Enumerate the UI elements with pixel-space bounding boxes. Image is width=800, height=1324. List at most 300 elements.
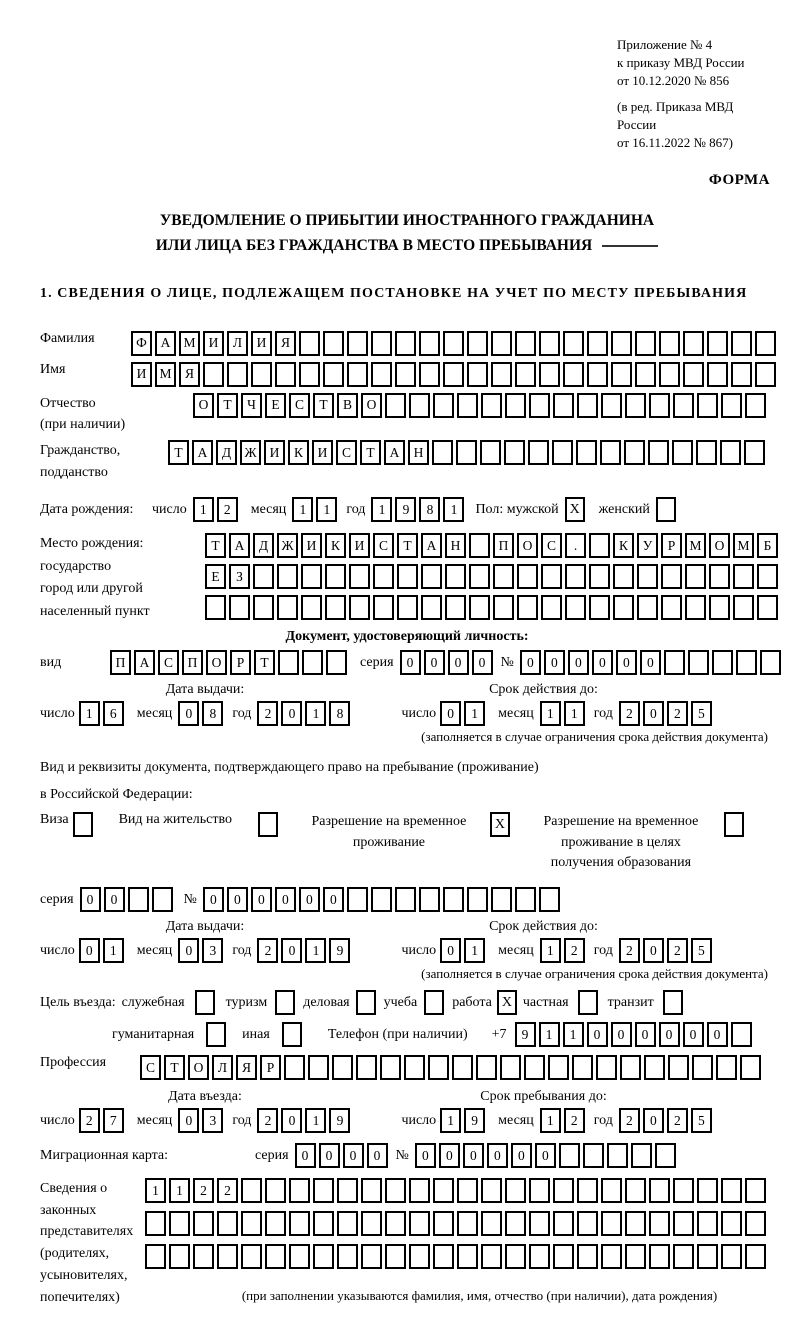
- char-cell[interactable]: [607, 1143, 628, 1168]
- char-cell[interactable]: 2: [79, 1108, 100, 1133]
- char-cell[interactable]: [457, 393, 478, 418]
- char-cell[interactable]: [709, 595, 730, 620]
- char-cell[interactable]: 0: [281, 938, 302, 963]
- char-cell[interactable]: [685, 564, 706, 589]
- char-cell[interactable]: [716, 1055, 737, 1080]
- char-cell[interactable]: [601, 393, 622, 418]
- char-cell[interactable]: [302, 650, 323, 675]
- char-cell[interactable]: [356, 1055, 377, 1080]
- char-cell[interactable]: [456, 440, 477, 465]
- char-cell[interactable]: [649, 1244, 670, 1269]
- char-cell[interactable]: 2: [217, 1178, 238, 1203]
- char-cell[interactable]: 0: [487, 1143, 508, 1168]
- char-cell[interactable]: 9: [464, 1108, 485, 1133]
- char-cell[interactable]: [664, 650, 685, 675]
- char-cell[interactable]: 0: [80, 887, 101, 912]
- char-cell[interactable]: [217, 1244, 238, 1269]
- char-cell[interactable]: [649, 1178, 670, 1203]
- char-cell[interactable]: [577, 1211, 598, 1236]
- char-cell[interactable]: [443, 887, 464, 912]
- char-cell[interactable]: [371, 887, 392, 912]
- char-cell[interactable]: [721, 1178, 742, 1203]
- purpose-business-checkbox[interactable]: [356, 990, 376, 1015]
- char-cell[interactable]: [217, 1211, 238, 1236]
- char-cell[interactable]: [395, 887, 416, 912]
- char-cell[interactable]: А: [421, 533, 442, 558]
- char-cell[interactable]: 1: [443, 497, 464, 522]
- char-cell[interactable]: 7: [103, 1108, 124, 1133]
- char-cell[interactable]: [493, 564, 514, 589]
- char-cell[interactable]: [707, 331, 728, 356]
- purpose-official-checkbox[interactable]: [195, 990, 215, 1015]
- char-cell[interactable]: 8: [419, 497, 440, 522]
- char-cell[interactable]: [308, 1055, 329, 1080]
- char-cell[interactable]: [673, 1178, 694, 1203]
- char-cell[interactable]: 2: [667, 701, 688, 726]
- char-cell[interactable]: Т: [254, 650, 275, 675]
- char-cell[interactable]: [428, 1055, 449, 1080]
- char-cell[interactable]: 0: [424, 650, 445, 675]
- char-cell[interactable]: [548, 1055, 569, 1080]
- char-cell[interactable]: 1: [540, 938, 561, 963]
- char-cell[interactable]: 0: [472, 650, 493, 675]
- char-cell[interactable]: 0: [643, 938, 664, 963]
- char-cell[interactable]: 1: [539, 1022, 560, 1047]
- char-cell[interactable]: [692, 1055, 713, 1080]
- char-cell[interactable]: Т: [397, 533, 418, 558]
- char-cell[interactable]: 0: [295, 1143, 316, 1168]
- char-cell[interactable]: [649, 1211, 670, 1236]
- char-cell[interactable]: [553, 1178, 574, 1203]
- char-cell[interactable]: [301, 564, 322, 589]
- char-cell[interactable]: [152, 887, 173, 912]
- char-cell[interactable]: [313, 1211, 334, 1236]
- char-cell[interactable]: [419, 887, 440, 912]
- char-cell[interactable]: [443, 362, 464, 387]
- char-cell[interactable]: [731, 362, 752, 387]
- char-cell[interactable]: [421, 595, 442, 620]
- char-cell[interactable]: [505, 393, 526, 418]
- char-cell[interactable]: Р: [230, 650, 251, 675]
- char-cell[interactable]: 0: [683, 1022, 704, 1047]
- char-cell[interactable]: [145, 1244, 166, 1269]
- char-cell[interactable]: [371, 362, 392, 387]
- char-cell[interactable]: [733, 564, 754, 589]
- purpose-other-checkbox[interactable]: [282, 1022, 302, 1047]
- char-cell[interactable]: Н: [445, 533, 466, 558]
- char-cell[interactable]: 8: [202, 701, 223, 726]
- char-cell[interactable]: 9: [395, 497, 416, 522]
- char-cell[interactable]: [707, 362, 728, 387]
- char-cell[interactable]: [241, 1244, 262, 1269]
- char-cell[interactable]: В: [337, 393, 358, 418]
- char-cell[interactable]: [289, 1211, 310, 1236]
- char-cell[interactable]: 0: [79, 938, 100, 963]
- char-cell[interactable]: [347, 362, 368, 387]
- char-cell[interactable]: [517, 564, 538, 589]
- char-cell[interactable]: [476, 1055, 497, 1080]
- char-cell[interactable]: 0: [587, 1022, 608, 1047]
- char-cell[interactable]: [325, 595, 346, 620]
- char-cell[interactable]: [553, 1211, 574, 1236]
- char-cell[interactable]: [673, 1244, 694, 1269]
- char-cell[interactable]: Т: [205, 533, 226, 558]
- char-cell[interactable]: 1: [564, 701, 585, 726]
- char-cell[interactable]: 1: [305, 701, 326, 726]
- char-cell[interactable]: 1: [169, 1178, 190, 1203]
- char-cell[interactable]: [301, 595, 322, 620]
- char-cell[interactable]: Т: [168, 440, 189, 465]
- char-cell[interactable]: 0: [643, 1108, 664, 1133]
- char-cell[interactable]: [697, 1211, 718, 1236]
- char-cell[interactable]: [635, 362, 656, 387]
- char-cell[interactable]: 2: [619, 938, 640, 963]
- char-cell[interactable]: [755, 362, 776, 387]
- char-cell[interactable]: П: [493, 533, 514, 558]
- char-cell[interactable]: Л: [212, 1055, 233, 1080]
- char-cell[interactable]: [395, 331, 416, 356]
- char-cell[interactable]: [648, 440, 669, 465]
- char-cell[interactable]: [253, 564, 274, 589]
- char-cell[interactable]: [624, 440, 645, 465]
- char-cell[interactable]: 0: [367, 1143, 388, 1168]
- char-cell[interactable]: [419, 362, 440, 387]
- purpose-humanitarian-checkbox[interactable]: [206, 1022, 226, 1047]
- char-cell[interactable]: [505, 1178, 526, 1203]
- male-checkbox[interactable]: X: [565, 497, 585, 522]
- char-cell[interactable]: [649, 393, 670, 418]
- char-cell[interactable]: П: [182, 650, 203, 675]
- char-cell[interactable]: 9: [329, 938, 350, 963]
- char-cell[interactable]: 0: [251, 887, 272, 912]
- char-cell[interactable]: [397, 564, 418, 589]
- char-cell[interactable]: [332, 1055, 353, 1080]
- char-cell[interactable]: 0: [511, 1143, 532, 1168]
- char-cell[interactable]: [565, 595, 586, 620]
- char-cell[interactable]: [467, 362, 488, 387]
- char-cell[interactable]: [613, 595, 634, 620]
- char-cell[interactable]: С: [158, 650, 179, 675]
- char-cell[interactable]: 0: [203, 887, 224, 912]
- char-cell[interactable]: 1: [316, 497, 337, 522]
- char-cell[interactable]: З: [229, 564, 250, 589]
- char-cell[interactable]: 0: [178, 1108, 199, 1133]
- char-cell[interactable]: [553, 393, 574, 418]
- char-cell[interactable]: [563, 362, 584, 387]
- char-cell[interactable]: Т: [360, 440, 381, 465]
- char-cell[interactable]: И: [312, 440, 333, 465]
- char-cell[interactable]: [229, 595, 250, 620]
- char-cell[interactable]: 5: [691, 1108, 712, 1133]
- char-cell[interactable]: К: [613, 533, 634, 558]
- char-cell[interactable]: [661, 595, 682, 620]
- char-cell[interactable]: [528, 440, 549, 465]
- char-cell[interactable]: 0: [611, 1022, 632, 1047]
- char-cell[interactable]: [697, 1178, 718, 1203]
- char-cell[interactable]: 5: [691, 938, 712, 963]
- char-cell[interactable]: [385, 1178, 406, 1203]
- char-cell[interactable]: [697, 393, 718, 418]
- char-cell[interactable]: [419, 331, 440, 356]
- char-cell[interactable]: Т: [313, 393, 334, 418]
- char-cell[interactable]: 2: [619, 701, 640, 726]
- char-cell[interactable]: [635, 331, 656, 356]
- char-cell[interactable]: [203, 362, 224, 387]
- char-cell[interactable]: [169, 1211, 190, 1236]
- char-cell[interactable]: 2: [667, 938, 688, 963]
- char-cell[interactable]: [313, 1244, 334, 1269]
- char-cell[interactable]: [611, 331, 632, 356]
- char-cell[interactable]: [688, 650, 709, 675]
- char-cell[interactable]: 0: [400, 650, 421, 675]
- char-cell[interactable]: 0: [323, 887, 344, 912]
- char-cell[interactable]: [373, 564, 394, 589]
- char-cell[interactable]: [265, 1244, 286, 1269]
- char-cell[interactable]: [620, 1055, 641, 1080]
- char-cell[interactable]: Б: [757, 533, 778, 558]
- char-cell[interactable]: [577, 1244, 598, 1269]
- char-cell[interactable]: [505, 1211, 526, 1236]
- char-cell[interactable]: Л: [227, 331, 248, 356]
- char-cell[interactable]: [589, 533, 610, 558]
- char-cell[interactable]: [576, 440, 597, 465]
- char-cell[interactable]: [445, 595, 466, 620]
- char-cell[interactable]: [625, 1211, 646, 1236]
- char-cell[interactable]: 1: [145, 1178, 166, 1203]
- char-cell[interactable]: [655, 1143, 676, 1168]
- char-cell[interactable]: [349, 564, 370, 589]
- char-cell[interactable]: 0: [281, 1108, 302, 1133]
- char-cell[interactable]: [601, 1211, 622, 1236]
- char-cell[interactable]: [697, 1244, 718, 1269]
- char-cell[interactable]: Ф: [131, 331, 152, 356]
- char-cell[interactable]: [601, 1244, 622, 1269]
- char-cell[interactable]: [744, 440, 765, 465]
- char-cell[interactable]: [587, 362, 608, 387]
- char-cell[interactable]: [613, 564, 634, 589]
- char-cell[interactable]: И: [301, 533, 322, 558]
- char-cell[interactable]: [361, 1211, 382, 1236]
- char-cell[interactable]: [432, 440, 453, 465]
- char-cell[interactable]: [481, 1244, 502, 1269]
- char-cell[interactable]: [515, 331, 536, 356]
- char-cell[interactable]: О: [361, 393, 382, 418]
- char-cell[interactable]: [361, 1244, 382, 1269]
- char-cell[interactable]: М: [155, 362, 176, 387]
- char-cell[interactable]: [637, 595, 658, 620]
- char-cell[interactable]: О: [188, 1055, 209, 1080]
- char-cell[interactable]: М: [179, 331, 200, 356]
- char-cell[interactable]: [253, 595, 274, 620]
- char-cell[interactable]: [673, 1211, 694, 1236]
- char-cell[interactable]: Д: [216, 440, 237, 465]
- char-cell[interactable]: [745, 393, 766, 418]
- char-cell[interactable]: [600, 440, 621, 465]
- char-cell[interactable]: [409, 393, 430, 418]
- char-cell[interactable]: [760, 650, 781, 675]
- char-cell[interactable]: [625, 393, 646, 418]
- char-cell[interactable]: [347, 331, 368, 356]
- char-cell[interactable]: 0: [281, 701, 302, 726]
- char-cell[interactable]: [326, 650, 347, 675]
- char-cell[interactable]: [251, 362, 272, 387]
- temp-residence-education-checkbox[interactable]: [724, 812, 744, 837]
- char-cell[interactable]: [349, 595, 370, 620]
- char-cell[interactable]: Д: [253, 533, 274, 558]
- char-cell[interactable]: 2: [193, 1178, 214, 1203]
- char-cell[interactable]: [385, 393, 406, 418]
- char-cell[interactable]: А: [155, 331, 176, 356]
- char-cell[interactable]: [371, 331, 392, 356]
- char-cell[interactable]: [757, 595, 778, 620]
- purpose-tourism-checkbox[interactable]: [275, 990, 295, 1015]
- char-cell[interactable]: 0: [178, 938, 199, 963]
- char-cell[interactable]: А: [134, 650, 155, 675]
- char-cell[interactable]: К: [288, 440, 309, 465]
- char-cell[interactable]: [577, 393, 598, 418]
- char-cell[interactable]: [284, 1055, 305, 1080]
- char-cell[interactable]: 1: [193, 497, 214, 522]
- char-cell[interactable]: 2: [217, 497, 238, 522]
- char-cell[interactable]: 0: [643, 701, 664, 726]
- char-cell[interactable]: [299, 331, 320, 356]
- char-cell[interactable]: [541, 564, 562, 589]
- char-cell[interactable]: [337, 1211, 358, 1236]
- char-cell[interactable]: [145, 1211, 166, 1236]
- char-cell[interactable]: О: [206, 650, 227, 675]
- char-cell[interactable]: [553, 1244, 574, 1269]
- char-cell[interactable]: 1: [540, 701, 561, 726]
- char-cell[interactable]: [625, 1244, 646, 1269]
- purpose-private-checkbox[interactable]: [578, 990, 598, 1015]
- char-cell[interactable]: [491, 362, 512, 387]
- char-cell[interactable]: 1: [464, 938, 485, 963]
- char-cell[interactable]: Ж: [240, 440, 261, 465]
- purpose-study-checkbox[interactable]: [424, 990, 444, 1015]
- char-cell[interactable]: 1: [103, 938, 124, 963]
- visa-checkbox[interactable]: [73, 812, 93, 837]
- char-cell[interactable]: 0: [707, 1022, 728, 1047]
- char-cell[interactable]: [565, 564, 586, 589]
- residence-permit-checkbox[interactable]: [258, 812, 278, 837]
- char-cell[interactable]: 0: [439, 1143, 460, 1168]
- char-cell[interactable]: 0: [275, 887, 296, 912]
- char-cell[interactable]: [395, 362, 416, 387]
- char-cell[interactable]: [745, 1211, 766, 1236]
- char-cell[interactable]: [673, 393, 694, 418]
- char-cell[interactable]: [539, 887, 560, 912]
- char-cell[interactable]: [637, 564, 658, 589]
- char-cell[interactable]: 3: [202, 1108, 223, 1133]
- char-cell[interactable]: [337, 1178, 358, 1203]
- char-cell[interactable]: Н: [408, 440, 429, 465]
- char-cell[interactable]: Т: [217, 393, 238, 418]
- char-cell[interactable]: Т: [164, 1055, 185, 1080]
- char-cell[interactable]: 8: [329, 701, 350, 726]
- char-cell[interactable]: [661, 564, 682, 589]
- char-cell[interactable]: 0: [616, 650, 637, 675]
- char-cell[interactable]: [289, 1178, 310, 1203]
- char-cell[interactable]: О: [517, 533, 538, 558]
- char-cell[interactable]: [481, 1178, 502, 1203]
- char-cell[interactable]: [205, 595, 226, 620]
- char-cell[interactable]: [515, 362, 536, 387]
- char-cell[interactable]: И: [203, 331, 224, 356]
- char-cell[interactable]: [529, 1211, 550, 1236]
- char-cell[interactable]: 0: [535, 1143, 556, 1168]
- char-cell[interactable]: [409, 1178, 430, 1203]
- char-cell[interactable]: [433, 1178, 454, 1203]
- char-cell[interactable]: [481, 1211, 502, 1236]
- char-cell[interactable]: [517, 595, 538, 620]
- char-cell[interactable]: 2: [257, 938, 278, 963]
- char-cell[interactable]: [457, 1244, 478, 1269]
- char-cell[interactable]: [433, 1244, 454, 1269]
- char-cell[interactable]: [277, 564, 298, 589]
- char-cell[interactable]: [457, 1178, 478, 1203]
- char-cell[interactable]: [524, 1055, 545, 1080]
- char-cell[interactable]: [712, 650, 733, 675]
- char-cell[interactable]: [409, 1211, 430, 1236]
- char-cell[interactable]: [373, 595, 394, 620]
- char-cell[interactable]: 0: [635, 1022, 656, 1047]
- char-cell[interactable]: И: [251, 331, 272, 356]
- char-cell[interactable]: [721, 1244, 742, 1269]
- char-cell[interactable]: [733, 595, 754, 620]
- char-cell[interactable]: 5: [691, 701, 712, 726]
- char-cell[interactable]: [745, 1244, 766, 1269]
- char-cell[interactable]: [299, 362, 320, 387]
- char-cell[interactable]: [529, 393, 550, 418]
- char-cell[interactable]: А: [384, 440, 405, 465]
- char-cell[interactable]: И: [264, 440, 285, 465]
- char-cell[interactable]: [193, 1244, 214, 1269]
- char-cell[interactable]: [169, 1244, 190, 1269]
- char-cell[interactable]: 1: [540, 1108, 561, 1133]
- char-cell[interactable]: С: [541, 533, 562, 558]
- char-cell[interactable]: А: [229, 533, 250, 558]
- char-cell[interactable]: [589, 564, 610, 589]
- char-cell[interactable]: [504, 440, 525, 465]
- char-cell[interactable]: [480, 440, 501, 465]
- char-cell[interactable]: 0: [463, 1143, 484, 1168]
- char-cell[interactable]: [313, 1178, 334, 1203]
- char-cell[interactable]: О: [709, 533, 730, 558]
- char-cell[interactable]: [265, 1178, 286, 1203]
- char-cell[interactable]: У: [637, 533, 658, 558]
- char-cell[interactable]: [325, 564, 346, 589]
- char-cell[interactable]: Е: [265, 393, 286, 418]
- char-cell[interactable]: 0: [592, 650, 613, 675]
- char-cell[interactable]: М: [733, 533, 754, 558]
- char-cell[interactable]: 2: [667, 1108, 688, 1133]
- char-cell[interactable]: 0: [520, 650, 541, 675]
- char-cell[interactable]: [696, 440, 717, 465]
- char-cell[interactable]: С: [289, 393, 310, 418]
- char-cell[interactable]: [572, 1055, 593, 1080]
- char-cell[interactable]: [241, 1178, 262, 1203]
- char-cell[interactable]: [323, 362, 344, 387]
- char-cell[interactable]: [469, 564, 490, 589]
- purpose-work-checkbox[interactable]: X: [497, 990, 517, 1015]
- char-cell[interactable]: Я: [275, 331, 296, 356]
- char-cell[interactable]: [757, 564, 778, 589]
- char-cell[interactable]: [529, 1244, 550, 1269]
- char-cell[interactable]: [731, 331, 752, 356]
- char-cell[interactable]: [380, 1055, 401, 1080]
- char-cell[interactable]: 0: [343, 1143, 364, 1168]
- char-cell[interactable]: [347, 887, 368, 912]
